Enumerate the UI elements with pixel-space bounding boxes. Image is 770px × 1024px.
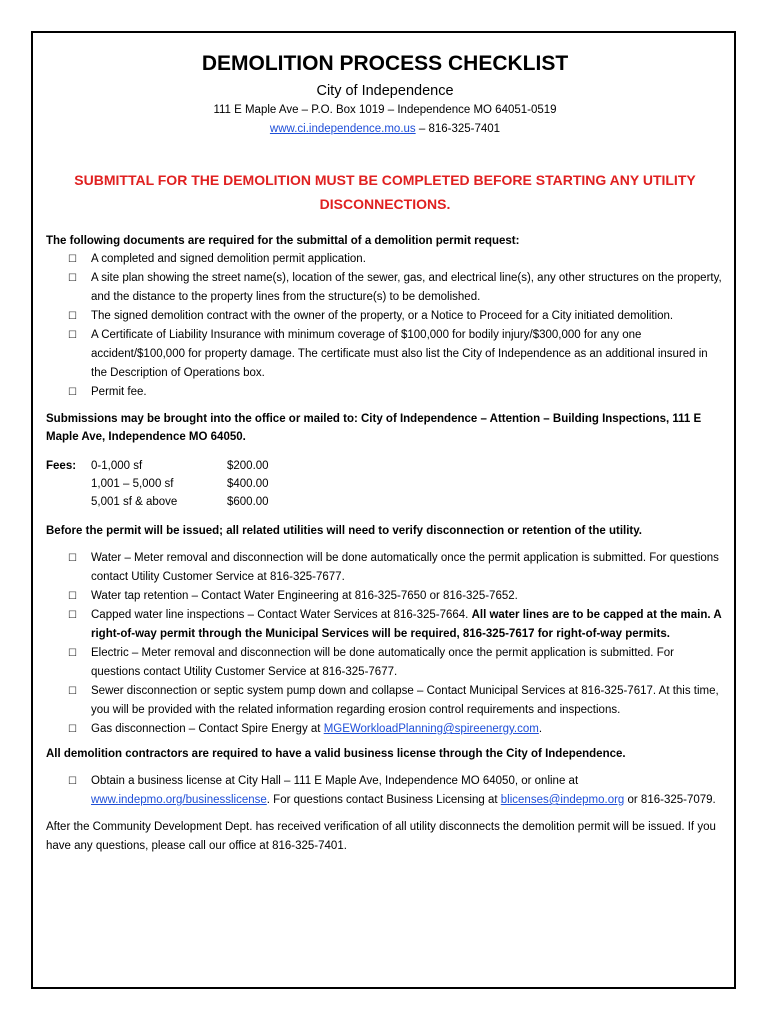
utility-item-capped-line: ☐ Capped water line inspections – Contact Water Services at 816-325-7664. All water lines are to be capped at the main. A right-of-way permit through the Municipal Services will be required, 816-325-7617 for right-of-way permits. xyxy=(46,606,724,644)
fee-amount: $600.00 xyxy=(227,496,269,508)
document-item: ☐ A site plan showing the street name(s), location of the sewer, gas, and electrical line(s), any other structures on the property, and the distance to the property lines from the structure(s) to be demolished. xyxy=(46,269,724,307)
document-item: ☐ A Certificate of Liability Insurance with minimum coverage of $100,000 for bodily injury/$300,000 for any one accident/$100,000 for property damage. The certificate must also list the City of Independence as an additional insured in the Description of Operations box. xyxy=(46,326,724,383)
fees-label: Fees: xyxy=(46,460,77,472)
fee-amounts xyxy=(227,457,269,511)
document-item: ☐ A completed and signed demolition permit application. xyxy=(46,250,724,269)
utilities-list xyxy=(46,549,724,739)
utility-item-gas: ☐ Gas disconnection – Contact Spire Energy at MGEWorkloadPlanning@spireenergy.com. xyxy=(46,720,724,739)
warning-banner: SUBMITTAL FOR THE DEMOLITION MUST BE COMPLETED BEFORE STARTING ANY UTILITY DISCONNECTIONS. xyxy=(74,172,696,212)
closing-note: After the Community Development Dept. has received verification of all utility disconnects the demolition permit will be issued. If you have any questions, please call our office at 816-325-7401. xyxy=(46,821,716,852)
documents-heading: The following documents are required for the submittal of a demolition permit request: xyxy=(46,235,520,247)
fee-size: 1,001 – 5,000 sf xyxy=(91,478,174,490)
license-item: ☐ Obtain a business license at City Hall – 111 E Maple Ave, Independence MO 64050, or online at www.indepmo.org/businesslicense. For questions contact Business Licensing at blicenses@indepmo.org or 816-325-7079. xyxy=(46,772,724,810)
checkbox-icon[interactable]: ☐ xyxy=(68,311,77,322)
document-item: ☐ Permit fee. xyxy=(46,383,724,402)
utilities-heading: Before the permit will be issued; all related utilities will need to verify disconnection or retention of the utility. xyxy=(46,525,642,537)
document-item: ☐ The signed demolition contract with the owner of the property, or a Notice to Proceed for a City initiated demolition. xyxy=(46,307,724,326)
checkbox-icon[interactable]: ☐ xyxy=(68,724,77,735)
checkbox-icon[interactable]: ☐ xyxy=(68,776,77,787)
fee-amount: $200.00 xyxy=(227,460,269,472)
documents-list xyxy=(46,250,724,402)
license-heading: All demolition contractors are required to have a valid business license through the City of Independence. xyxy=(46,748,626,760)
utility-item-water-tap: ☐ Water tap retention – Contact Water Engineering at 816-325-7650 or 816-325-7652. xyxy=(46,587,724,606)
checkbox-icon[interactable]: ☐ xyxy=(68,591,77,602)
checkbox-icon[interactable]: ☐ xyxy=(68,610,77,621)
business-license-link[interactable]: www.indepmo.org/businesslicense xyxy=(91,794,267,806)
checkbox-icon[interactable]: ☐ xyxy=(68,686,77,697)
fee-amount: $400.00 xyxy=(227,478,269,490)
checkbox-icon[interactable]: ☐ xyxy=(68,330,77,341)
licensing-email-link[interactable]: blicenses@indepmo.org xyxy=(500,794,625,806)
fee-size: 5,001 sf & above xyxy=(91,496,178,508)
city-name: City of Independence xyxy=(316,83,454,99)
fee-schedule xyxy=(46,457,724,511)
checkbox-icon[interactable]: ☐ xyxy=(68,254,77,265)
fee-sizes xyxy=(91,457,227,511)
document-title: DEMOLITION PROCESS CHECKLIST xyxy=(201,52,569,75)
office-phone: – 816-325-7401 xyxy=(415,123,501,135)
utility-item-electric: ☐ Electric – Meter removal and disconnection will be done automatically once the permit application is submitted. For questions contact Utility Customer Service at 816-325-7677. xyxy=(46,644,724,682)
gas-email-link[interactable]: MGEWorkloadPlanning@spireenergy.com xyxy=(323,723,539,735)
checkbox-icon[interactable]: ☐ xyxy=(68,273,77,284)
checkbox-icon[interactable]: ☐ xyxy=(68,553,77,564)
fee-size: 0-1,000 sf xyxy=(91,460,143,472)
checkbox-icon[interactable]: ☐ xyxy=(68,648,77,659)
checkbox-icon[interactable]: ☐ xyxy=(68,387,77,398)
utility-item-sewer: ☐ Sewer disconnection or septic system pump down and collapse – Contact Municipal Services at 816-325-7617. At this time, you will be provided with the related information regarding erosion control requirements and inspections. xyxy=(46,682,724,720)
city-address: 111 E Maple Ave – P.O. Box 1019 – Independence MO 64051-0519 xyxy=(213,104,557,116)
website-link[interactable]: www.ci.independence.mo.us xyxy=(269,123,416,135)
submission-instructions: Submissions may be brought into the office or mailed to: City of Independence – Attention – Building Inspections, 111 E Maple Ave, Independence MO 64050. xyxy=(46,413,702,443)
contact-line xyxy=(46,120,724,139)
license-list xyxy=(46,772,724,810)
document-body xyxy=(46,50,724,856)
utility-item-water: ☐ Water – Meter removal and disconnection will be done automatically once the permit application is submitted. For questions contact Utility Customer Service at 816-325-7677. xyxy=(46,549,724,587)
